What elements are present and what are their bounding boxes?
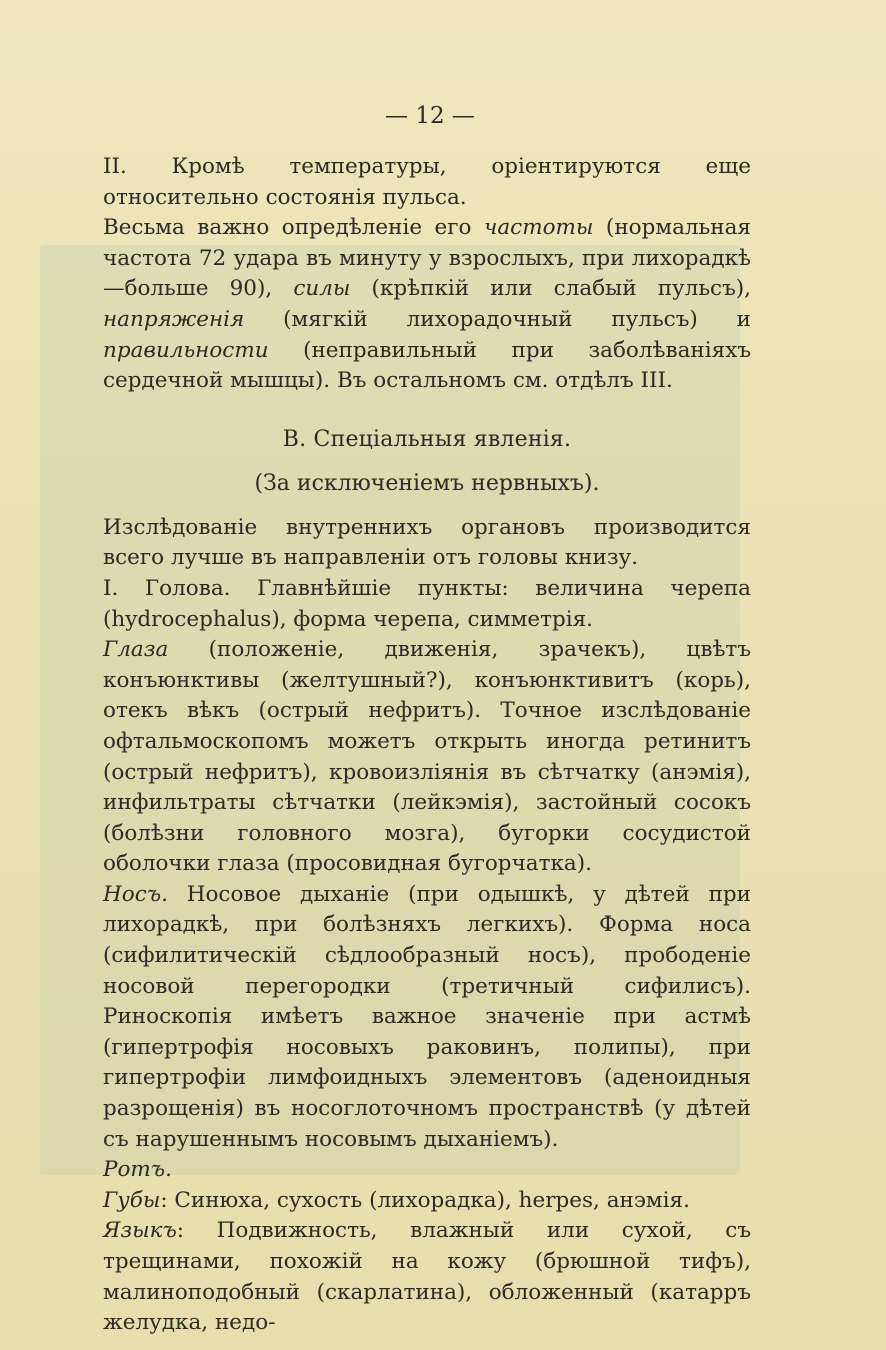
italic-term: Ротъ. [103, 1157, 172, 1183]
text-run: (положеніе, движенія, зрачекъ), цвѣтъ конъюнктивы (желтушный?), конъюнктивитъ (корь), отекъ вѣкъ (острый нефритъ). Точное изслѣдованіе офтальмоскопомъ можетъ открыть иногда ретинитъ (острый нефритъ), кровоизліянія въ сѣтчатку (анэмія), инфильтраты сѣтчатки (лейкэмія), застойный сосокъ (болѣзни головного мозга), бугорки сосудистой оболочки глаза (просовидная бугорчатка). [103, 637, 751, 877]
text-run: (мягкій лихорадочный пульсъ) и [244, 306, 751, 332]
paragraph [103, 635, 751, 880]
text-column [103, 98, 751, 1339]
section-subheading: (За исключеніемъ нервныхъ). [254, 470, 600, 496]
italic-term: правильности [103, 337, 269, 363]
text-run: Носовое дыханіе (при одышкѣ, у дѣтей при лихорадкѣ, при болѣзняхъ легкихъ). Форма носа (сифилитическій сѣдлообразный носъ), прободеніе носовой перегородки (третичный сифилисъ). Риноскопія имѣетъ важное значеніе при астмѣ (гипертрофія носовыхъ раковинъ, полипы), при гипертрофіи лимфоидныхъ элементовъ (аденоидныя разрощенія) въ носоглоточномъ пространствѣ (у дѣтей съ нарушеннымъ носовымъ дыханіемъ). [103, 881, 751, 1152]
paragraph-block-pulse [103, 152, 751, 397]
text-run: (нормальная частота 72 удара въ минуту у взрослыхъ, при лихорадкѣ—больше 90), [103, 215, 751, 302]
text-run: II. Кромѣ температуры, оріентируются еще относительно состоянія пульса. [103, 154, 751, 210]
paragraph [103, 574, 751, 635]
paragraph [103, 880, 751, 1155]
italic-term: Губы [103, 1187, 161, 1213]
text-run: : Подвижность, влажный или сухой, съ трещинами, похожій на кожу (брюшной тифъ), малиноподобный (скарлатина), обложенный (катарръ желудка, недо- [103, 1218, 751, 1336]
text-run: (крѣпкій или слабый пульсъ), [350, 276, 752, 302]
page-number: — 12 — [385, 103, 475, 129]
paragraph [103, 1216, 751, 1338]
italic-term: Языкъ [103, 1218, 177, 1244]
text-run: : Синюха, сухость (лихорадка), herpes, анэмія. [160, 1187, 690, 1213]
italic-term: силы [293, 276, 351, 302]
text-run: I. Голова. Главнѣйшіе пункты: величина черепа (hydrocephalus), форма черепа, симметрія. [103, 575, 751, 632]
paragraph [103, 1186, 751, 1217]
italic-term: Носъ. [103, 881, 168, 907]
text-run: (неправильный при заболѣваніяхъ сердечной мышцы). Въ остальномъ см. отдѣлъ III. [103, 337, 751, 394]
section-heading: В. Спеціальныя явленія. [282, 426, 572, 452]
italic-term: частоты [483, 215, 594, 241]
italic-term: напряженія [103, 306, 245, 332]
paragraph [103, 213, 751, 397]
italic-term: Глаза [103, 637, 169, 663]
paragraph [103, 513, 751, 574]
text-run: Весьма важно опредѣленіе его [103, 215, 484, 241]
paragraph [103, 152, 751, 213]
paragraph [103, 1155, 751, 1186]
text-run: Изслѣдованіе внутреннихъ органовъ производится всего лучше въ направленіи отъ головы книзу. [103, 514, 751, 571]
paragraph-block-organs [103, 513, 751, 1339]
